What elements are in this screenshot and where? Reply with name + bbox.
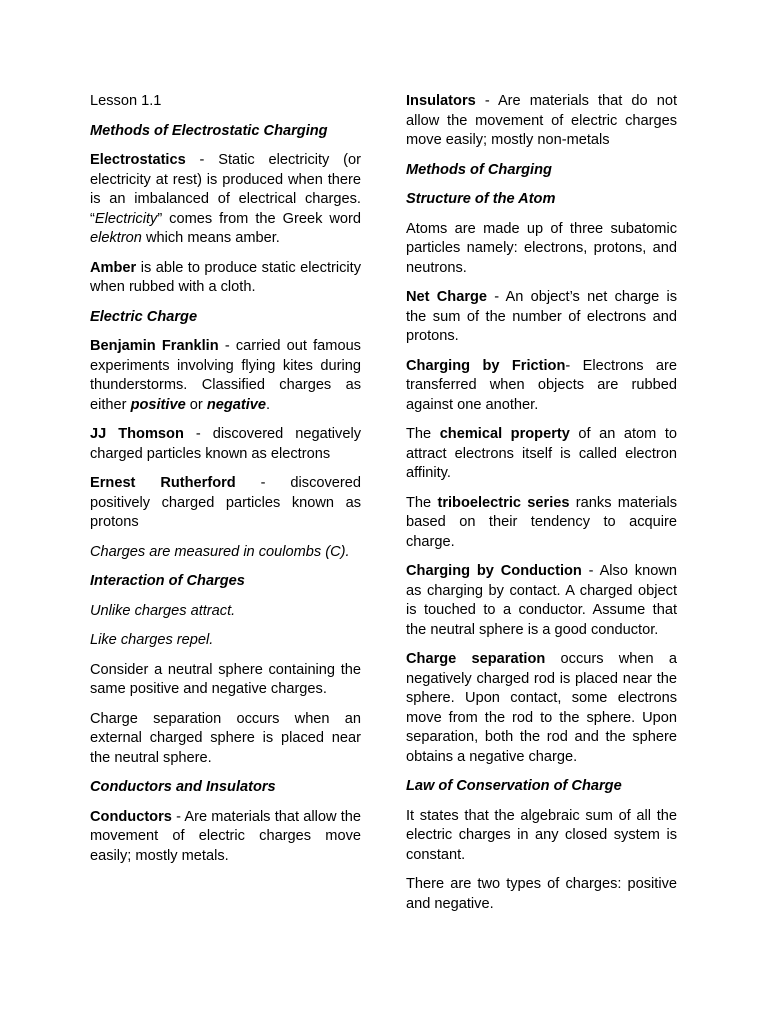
paragraph-franklin: [90, 337, 361, 415]
text-segment: occurs when a negatively charged rod is placed near the sphere. Upon contact, some electrons move from the rod to the sphere. Upon separation, both the rod and the sphere obtains a negative charge.: [406, 651, 678, 765]
term-amber: Amber: [90, 259, 137, 276]
heading-methods-charging: Methods of Charging: [406, 161, 552, 178]
text-segment: - carried out famous experiments involving flying kites during thunderstorms. Classified charges as either: [90, 338, 361, 413]
text-segment: - Also known as charging by contact. A charged object is touched to a conductor. Assume that the neutral sphere is a good conductor.: [406, 563, 677, 638]
heading-law-conservation: Law of Conservation of Charge: [406, 778, 622, 794]
paragraph-chemical-property: [406, 425, 677, 484]
paragraph-like: [90, 631, 361, 651]
paragraph-charge-separation: [406, 650, 677, 767]
text-coulombs: Charges are measured in coulombs (C).: [90, 543, 350, 560]
text-like: Like charges repel.: [90, 632, 214, 648]
heading-structure-atom: Structure of the Atom: [406, 191, 556, 207]
term-insulators: Insulators: [406, 93, 476, 109]
text-segment: - discovered positively charged particles known as protons: [90, 475, 361, 530]
term-conductors: Conductors: [90, 808, 172, 825]
left-column: [90, 92, 361, 876]
paragraph-atoms: Atoms are made up of three subatomic particles namely: electrons, protons, and neutrons.: [406, 220, 677, 276]
term-thomson: JJ Thomson: [90, 426, 184, 442]
paragraph-coulombs: [90, 543, 361, 563]
paragraph-neutral-sphere: Consider a neutral sphere containing the same positive and negative charges.: [90, 661, 361, 697]
text-segment: ” comes from the Greek word: [157, 210, 361, 227]
paragraph-friction: [406, 357, 677, 416]
heading-electric-charge: Electric Charge: [90, 308, 198, 325]
paragraph-conduction: [406, 562, 677, 640]
term-rutherford: Ernest Rutherford: [90, 475, 236, 491]
text-segment: or: [185, 396, 207, 413]
text-segment: - Are materials that do not allow the movement of electric charges move easily; mostly non-metals: [406, 93, 677, 148]
text-segment: .: [266, 396, 271, 413]
term-triboelectric: triboelectric series: [437, 494, 570, 511]
text-segment: - An object’s net charge is the sum of the number of electrons and protons.: [406, 289, 677, 344]
text-segment: - Are materials that allow the movement of electric charges move easily; mostly metals.: [90, 808, 361, 864]
paragraph-insulators: [406, 92, 677, 151]
right-column: [406, 92, 677, 924]
paragraph-unlike: [90, 602, 361, 622]
text-segment: of an atom to attract electrons itself is called electron affinity.: [406, 426, 677, 481]
term-electricity: Electricity: [94, 210, 158, 227]
term-elektron: elektron: [90, 230, 142, 246]
paragraph-thomson: [90, 425, 361, 464]
lesson-label: Lesson 1.1: [90, 93, 162, 109]
paragraph-charge-separation-external: Charge separation occurs when an external charged sphere is placed near the neutral sphere.: [90, 710, 361, 766]
paragraph-rutherford: [90, 474, 361, 533]
term-electrostatics: Electrostatics: [90, 152, 186, 168]
text-segment: - discovered negatively charged particles known as electrons: [90, 426, 361, 462]
paragraph-net-charge: [406, 288, 677, 347]
paragraph-electrostatics: [90, 151, 361, 249]
text-segment: - Static electricity (or electricity at rest) is produced when there is an imbalanced of electrical charges. “: [90, 152, 361, 227]
paragraph-law-text: It states that the algebraic sum of all the electric charges in any closed system is constant.: [406, 807, 677, 863]
text-segment: is able to produce static electricity when rubbed with a cloth.: [90, 259, 361, 295]
term-conduction: Charging by Conduction: [406, 563, 582, 579]
paragraph-triboelectric: [406, 494, 677, 553]
text-segment: The: [406, 426, 440, 442]
text-segment: - Electrons are transferred when objects are rubbed against one another.: [406, 357, 677, 413]
term-chemical-property: chemical property: [439, 426, 570, 442]
paragraph-two-types: There are two types of charges: positive and negative.: [406, 876, 677, 912]
heading-methods-electrostatic: Methods of Electrostatic Charging: [90, 122, 328, 139]
text-segment: ranks materials based on their tendency to acquire charge.: [406, 494, 677, 550]
term-positive: positive: [130, 396, 186, 413]
heading-interaction: Interaction of Charges: [90, 573, 245, 589]
term-net-charge: Net Charge: [406, 289, 488, 305]
heading-conductors-insulators: Conductors and Insulators: [90, 779, 276, 795]
paragraph-conductors: [90, 808, 361, 867]
text-segment: which means amber.: [141, 230, 280, 246]
paragraph-amber: [90, 259, 361, 298]
term-franklin: Benjamin Franklin: [90, 338, 219, 354]
text-segment: The: [406, 494, 438, 511]
term-negative: negative: [206, 396, 267, 413]
text-unlike: Unlike charges attract.: [90, 602, 236, 619]
term-friction: Charging by Friction: [406, 357, 566, 374]
term-charge-separation: Charge separation: [406, 651, 546, 667]
